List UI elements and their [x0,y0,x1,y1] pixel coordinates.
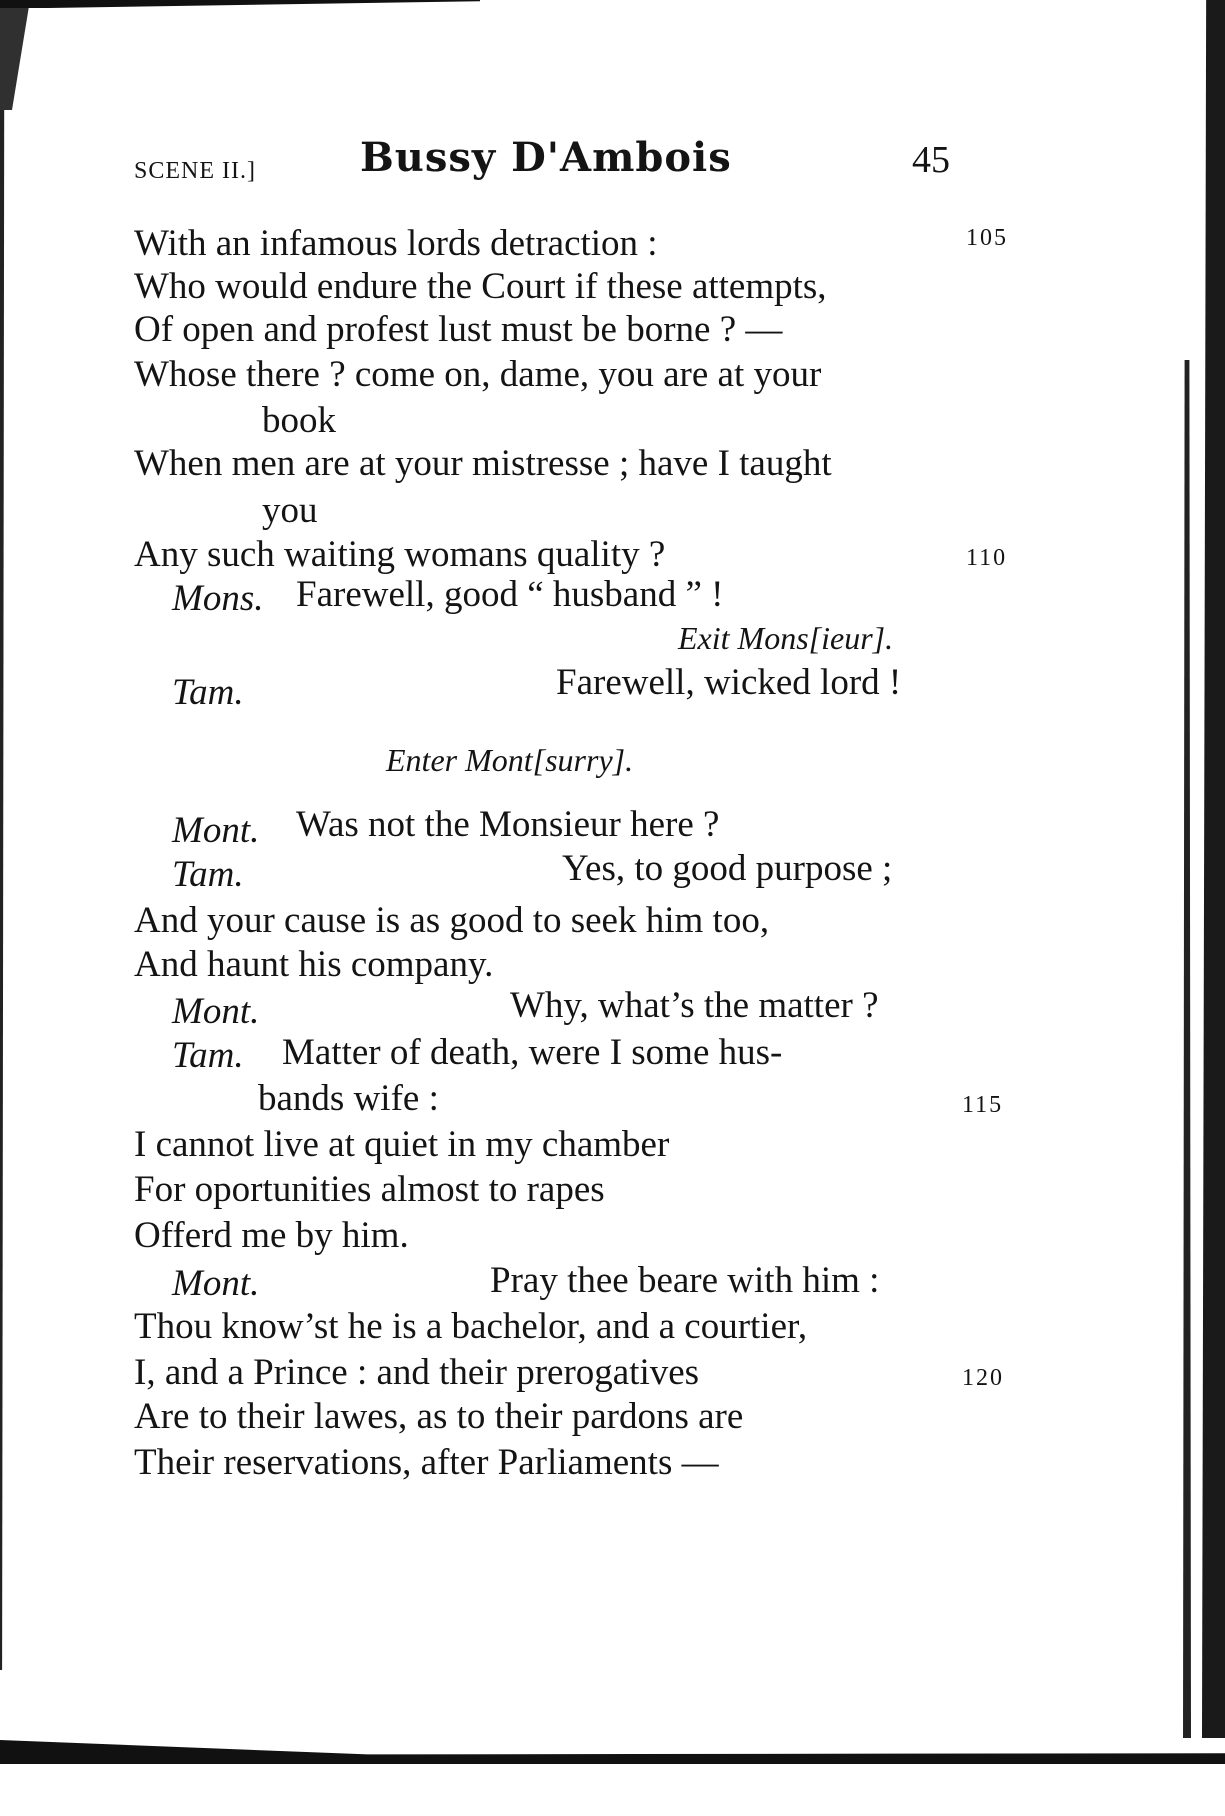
speaker-name: Mont. [172,1263,260,1304]
verse-line: Their reservations, after Parliaments — [134,1442,719,1483]
verse-line: I cannot live at quiet in my chamber [134,1124,670,1165]
speaker-name: Tam. [172,1035,244,1076]
verse-line: Thou know’st he is a bachelor, and a courtier, [134,1306,808,1347]
line-number: 120 [962,1365,1004,1391]
speaker-name: Mont. [172,810,260,851]
verse-line: And your cause is as good to seek him too, [134,900,770,941]
verse-line: Are to their lawes, as to their pardons are [134,1396,744,1437]
verse-line: With an infamous lords detraction : [134,223,658,264]
speaker-name: Mont. [172,991,260,1032]
verse-line-continuation: you [262,490,318,531]
stage-direction: Exit Mons[ieur]. [678,620,894,656]
verse-line: Who would endure the Court if these attempts, [134,266,827,307]
verse-line-continuation: bands wife : [258,1078,439,1119]
verse-line: Yes, to good purpose ; [562,848,893,889]
verse-line: When men are at your mistresse ; have I taught [134,443,832,484]
running-head-title: Bussy D'Ambois [360,134,732,181]
verse-line: Any such waiting womans quality ? [134,534,666,575]
page-number: 45 [912,139,950,181]
speaker-name: Tam. [172,854,244,895]
verse-line-continuation: book [262,400,336,441]
line-number: 115 [962,1092,1004,1118]
line-number: 105 [966,225,1008,251]
verse-line: Matter of death, were I some hus- [282,1032,783,1073]
verse-line: Pray thee beare with him : [490,1260,880,1301]
stage-direction: Enter Mont[surry]. [386,742,634,778]
verse-line: Was not the Monsieur here ? [296,804,720,845]
running-head-scene: SCENE II.] [134,158,256,184]
verse-line: For oportunities almost to rapes [134,1169,605,1210]
speaker-name: Mons. [172,578,264,619]
verse-line: Farewell, good “ husband ” ! [296,574,724,615]
verse-line: Farewell, wicked lord ! [556,662,902,703]
verse-line: Why, what’s the matter ? [510,985,879,1026]
line-number: 110 [966,545,1008,571]
speaker-name: Tam. [172,672,244,713]
verse-line: Whose there ? come on, dame, you are at your [134,354,822,395]
verse-line: And haunt his company. [134,944,494,985]
verse-line: Offerd me by him. [134,1215,409,1256]
verse-line: Of open and profest lust must be borne ? — [134,309,783,350]
verse-line: I, and a Prince : and their prerogatives [134,1352,700,1393]
